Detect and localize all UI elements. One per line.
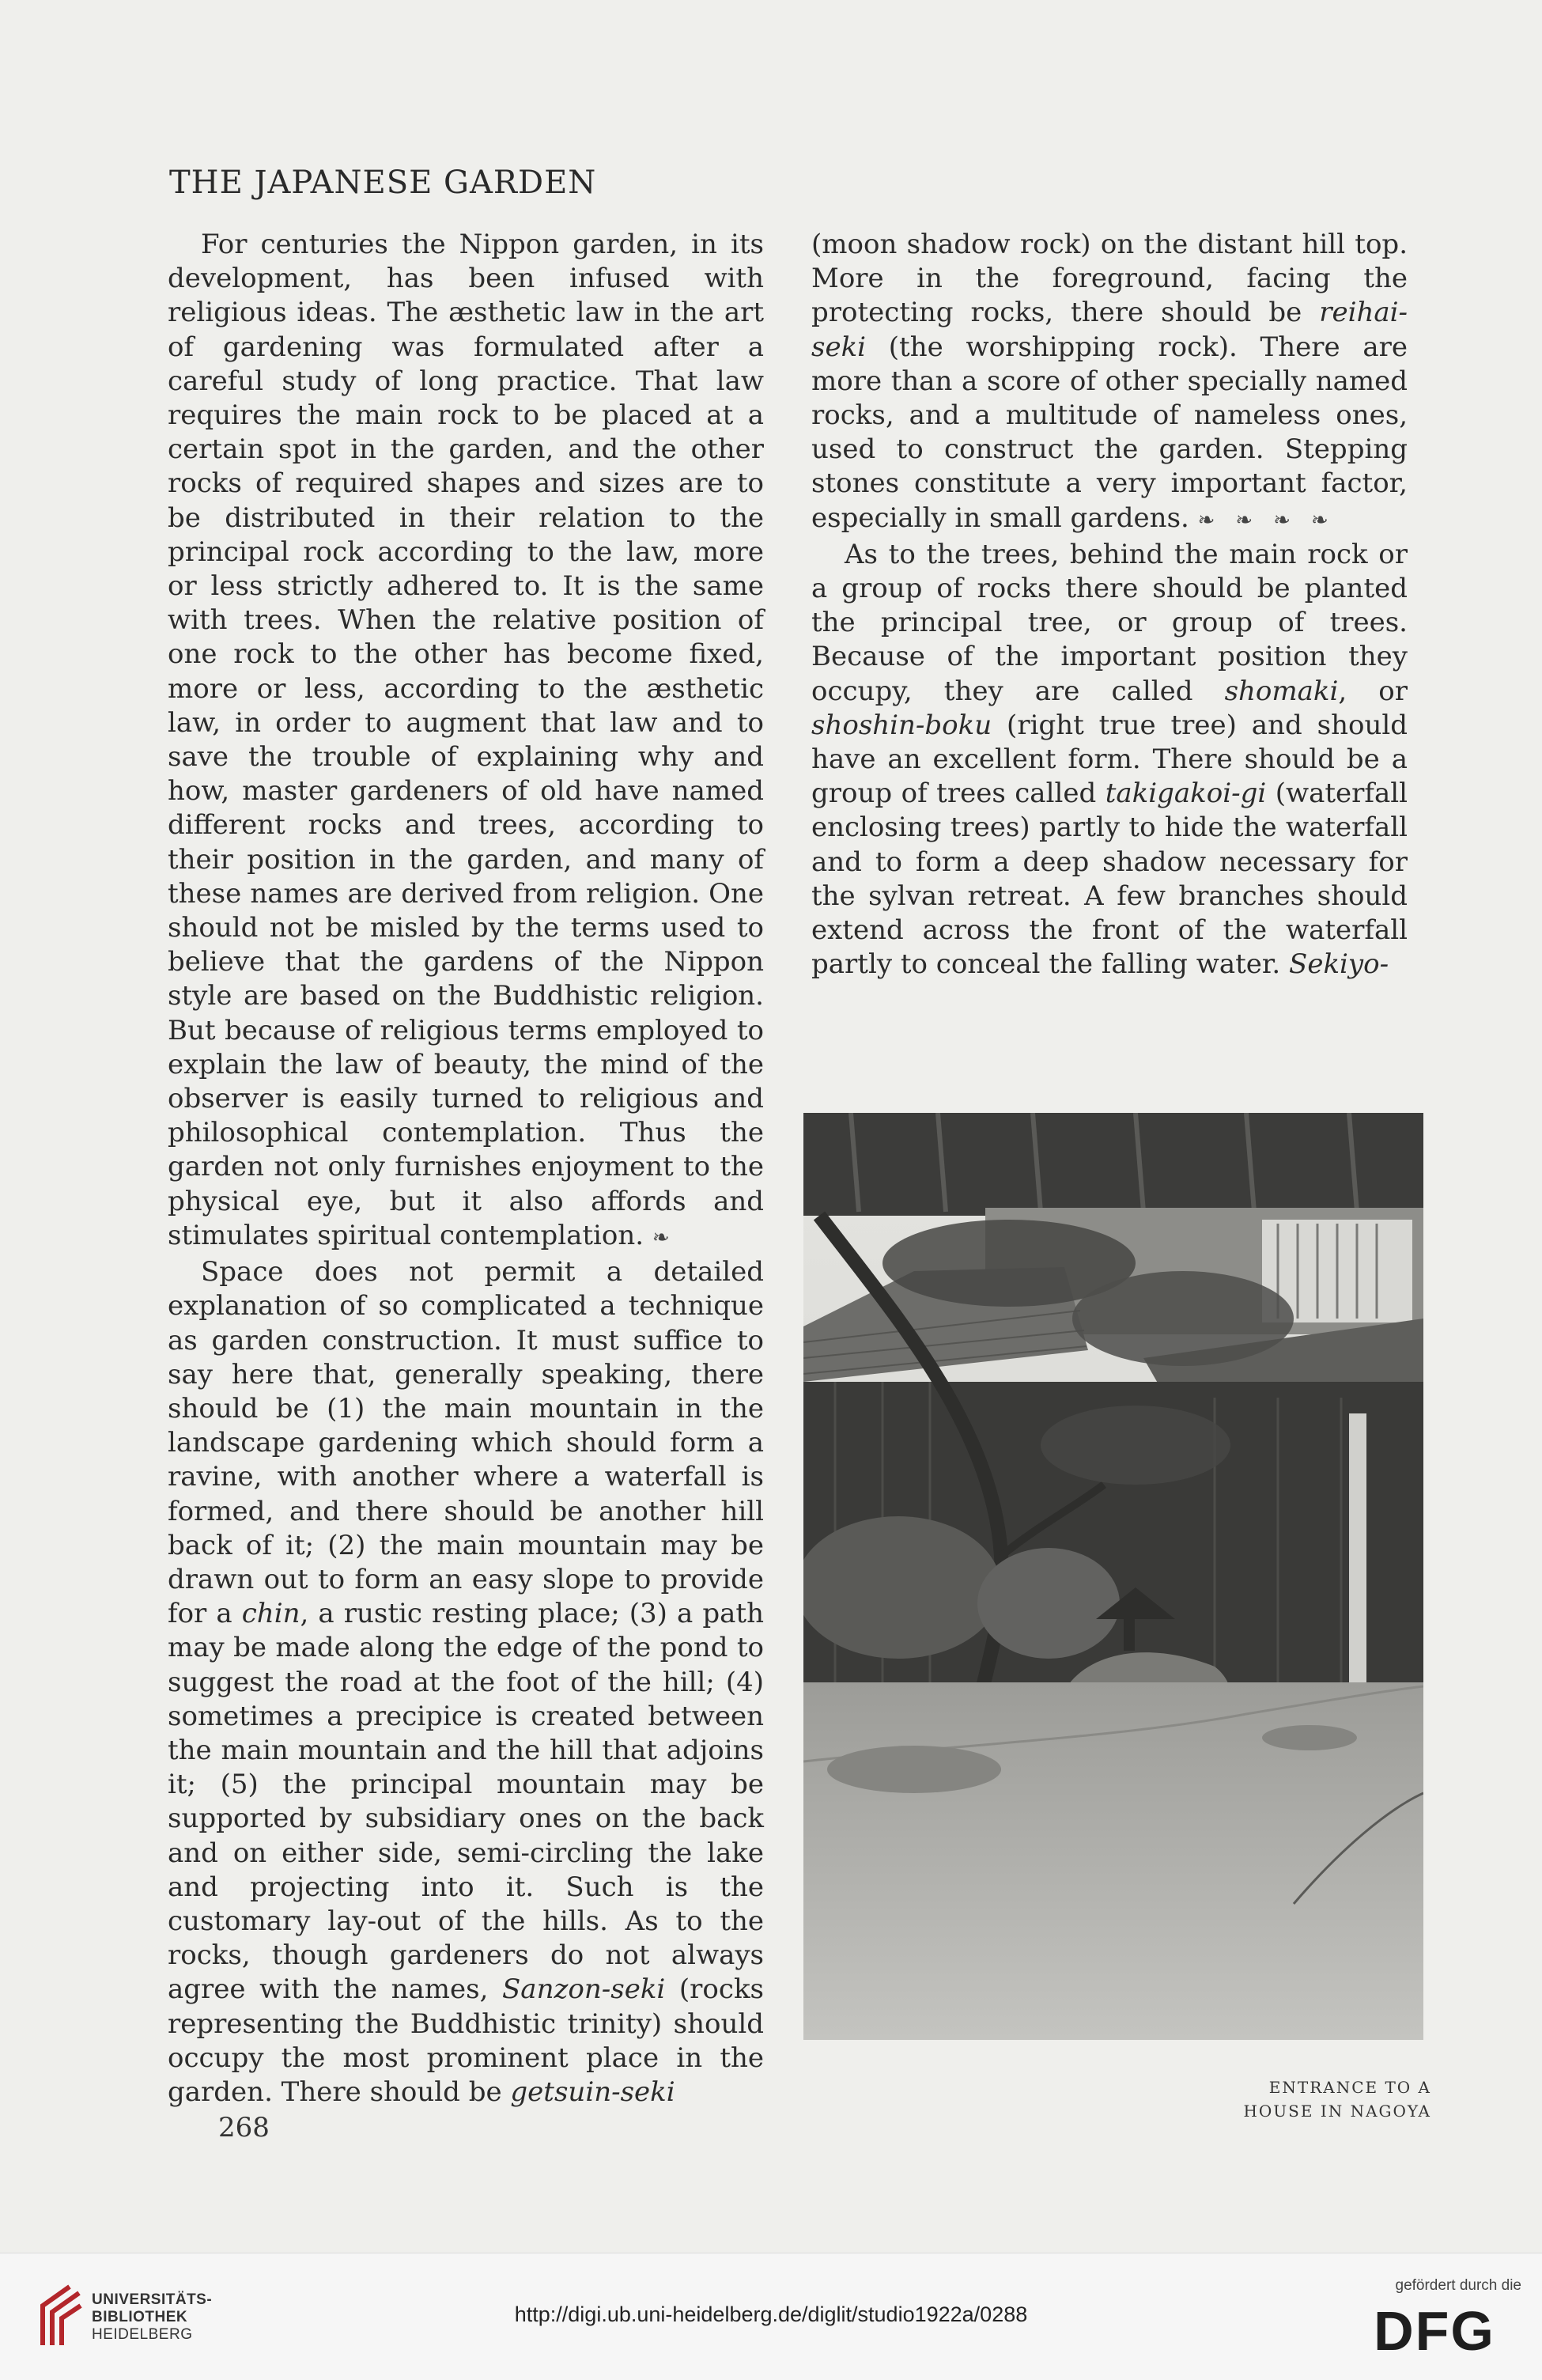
- paragraph-text: (waterfall enclosing trees) partly to hide the waterfall and to form a deep shadow necessary for the sylvan retreat. A few branches should extend across the front of the waterfall partly to conceal the falling water.: [811, 778, 1408, 981]
- paragraph-1: [168, 228, 764, 1255]
- library-name-line: BIBLIOTHEK: [92, 2309, 188, 2325]
- page-number: 268: [218, 2112, 270, 2144]
- caption-line: HOUSE IN NAGOYA: [1243, 2102, 1431, 2121]
- paragraph-text: For centuries the Nippon garden, in its development, has been infused with religious ideas. The æsthetic law in the art of gardening was formulated after a careful study of long practice. That law requires the main rock to be placed at a certain spot in the garden, and the other rocks of required shapes and sizes are to be distributed in their relation to the principal rock according to the law, more or less strictly adhered to. It is the same with trees. When the relative position of one rock to the other has become fixed, more or less, according to the æsthetic law, in order to augment that law and to save the trouble of explaining why and how, master gardeners of old have named different rocks and trees, according to their position in the garden, and many of these names are derived from religion. One should not be misled by the terms used to believe that the gardens of the Nippon style are based on the Buddhistic religion. But because of religious terms employed to explain the law of beauty, the mind of the observer is easily turned to religious and philosophical contemplation. Thus the garden not only furnishes enjoyment to the physical eye, but it also affords and stimulates spiritual contemplation.: [168, 229, 764, 1251]
- italic-term-sanzon-seki: Sanzon-seki: [502, 1973, 666, 2006]
- digitization-footer: [0, 2253, 1542, 2380]
- italic-term-sekiyo: Sekiyo-: [1289, 948, 1389, 981]
- leaf-ornament-icon: ❧ ❧ ❧ ❧: [1197, 508, 1328, 532]
- leaf-ornament-icon: ❧: [652, 1225, 670, 1250]
- paragraph-text: (right true tree) and should have an excellent form. There should be a group of trees called: [811, 709, 1408, 810]
- library-name-line: UNIVERSITÄTS-: [92, 2291, 213, 2308]
- dfg-logo[interactable]: [1355, 2304, 1514, 2359]
- paragraph-text: (moon shadow rock) on the distant hill top. More in the foreground, facing the protecting rocks, there should be: [811, 229, 1408, 329]
- dfg-logo-mark: [1355, 2304, 1514, 2356]
- paragraph-text: Space does not permit a detailed explanation of so complicated a technique as garden construction. It must suffice to say here that, generally speaking, there should be (1) the main mountain in the landscape gardening which should form a ravine, with another where a waterfall is formed, and there should be another hill back of it; (2) the main mountain may be drawn out to form an easy slope to provide for a: [168, 1256, 764, 1630]
- paragraph-2: [168, 1255, 764, 2109]
- paragraph-text: , a rustic resting place; (3) a path may be made along the edge of the pond to suggest the road at the foot of the hill; (4) sometimes a precipice is created between the main mountain and the hill that adjoins it; (5) the principal mountain may be supported by subsidiary ones on the back and on either side, semi-circling the lake and projecting into it. Such is the customary lay-out of the hills. As to the rocks, though gardeners do not always agree with the names,: [168, 1598, 764, 2006]
- garden-photo-illustration: [803, 1113, 1423, 2040]
- running-head: THE JAPANESE GARDEN: [169, 165, 597, 201]
- italic-term-shoshin-boku: shoshin-boku: [811, 709, 992, 741]
- funding-note: gefördert durch die: [1395, 2277, 1521, 2294]
- italic-term-shomaki: shomaki: [1224, 675, 1339, 707]
- paragraph-text: (the worshipping rock). There are more than a score of other specially named rocks, and a multitude of nameless ones, used to construct the garden. Stepping stones constitute a very important factor, especially in small gardens.: [811, 331, 1408, 534]
- right-column: [811, 228, 1408, 982]
- paragraph-4: [811, 538, 1408, 982]
- italic-term-chin: chin: [241, 1598, 300, 1630]
- paragraph-3: [811, 228, 1408, 538]
- caption-line: ENTRANCE TO A: [1268, 2078, 1431, 2097]
- paragraph-text: , or: [1338, 675, 1408, 707]
- permalink: [0, 2302, 1542, 2327]
- left-column: [168, 228, 764, 2109]
- italic-term-getsuin-seki: getsuin-seki: [510, 2075, 675, 2108]
- library-name-line: HEIDELBERG: [92, 2326, 193, 2343]
- permalink-link[interactable]: http://digi.ub.uni-heidelberg.de/diglit/studio1922a/0288: [514, 2302, 1028, 2326]
- italic-term-takigakoi-gi: takigakoi-gi: [1105, 778, 1267, 810]
- paragraph-text: (rocks representing the Buddhistic trinity) should occupy the most prominent place in the garden. There should be: [168, 1973, 764, 2108]
- garden-photograph: [803, 1113, 1423, 2040]
- dfg-logo-text: DFG: [1374, 2304, 1495, 2356]
- figure-caption: [1202, 2075, 1431, 2123]
- italic-term-reihai-seki: reihai-seki: [811, 297, 1408, 363]
- paragraph-text: As to the trees, behind the main rock or a group of rocks there should be planted the principal tree, or group of trees. Because of the important position they occupy, they are called: [811, 538, 1408, 707]
